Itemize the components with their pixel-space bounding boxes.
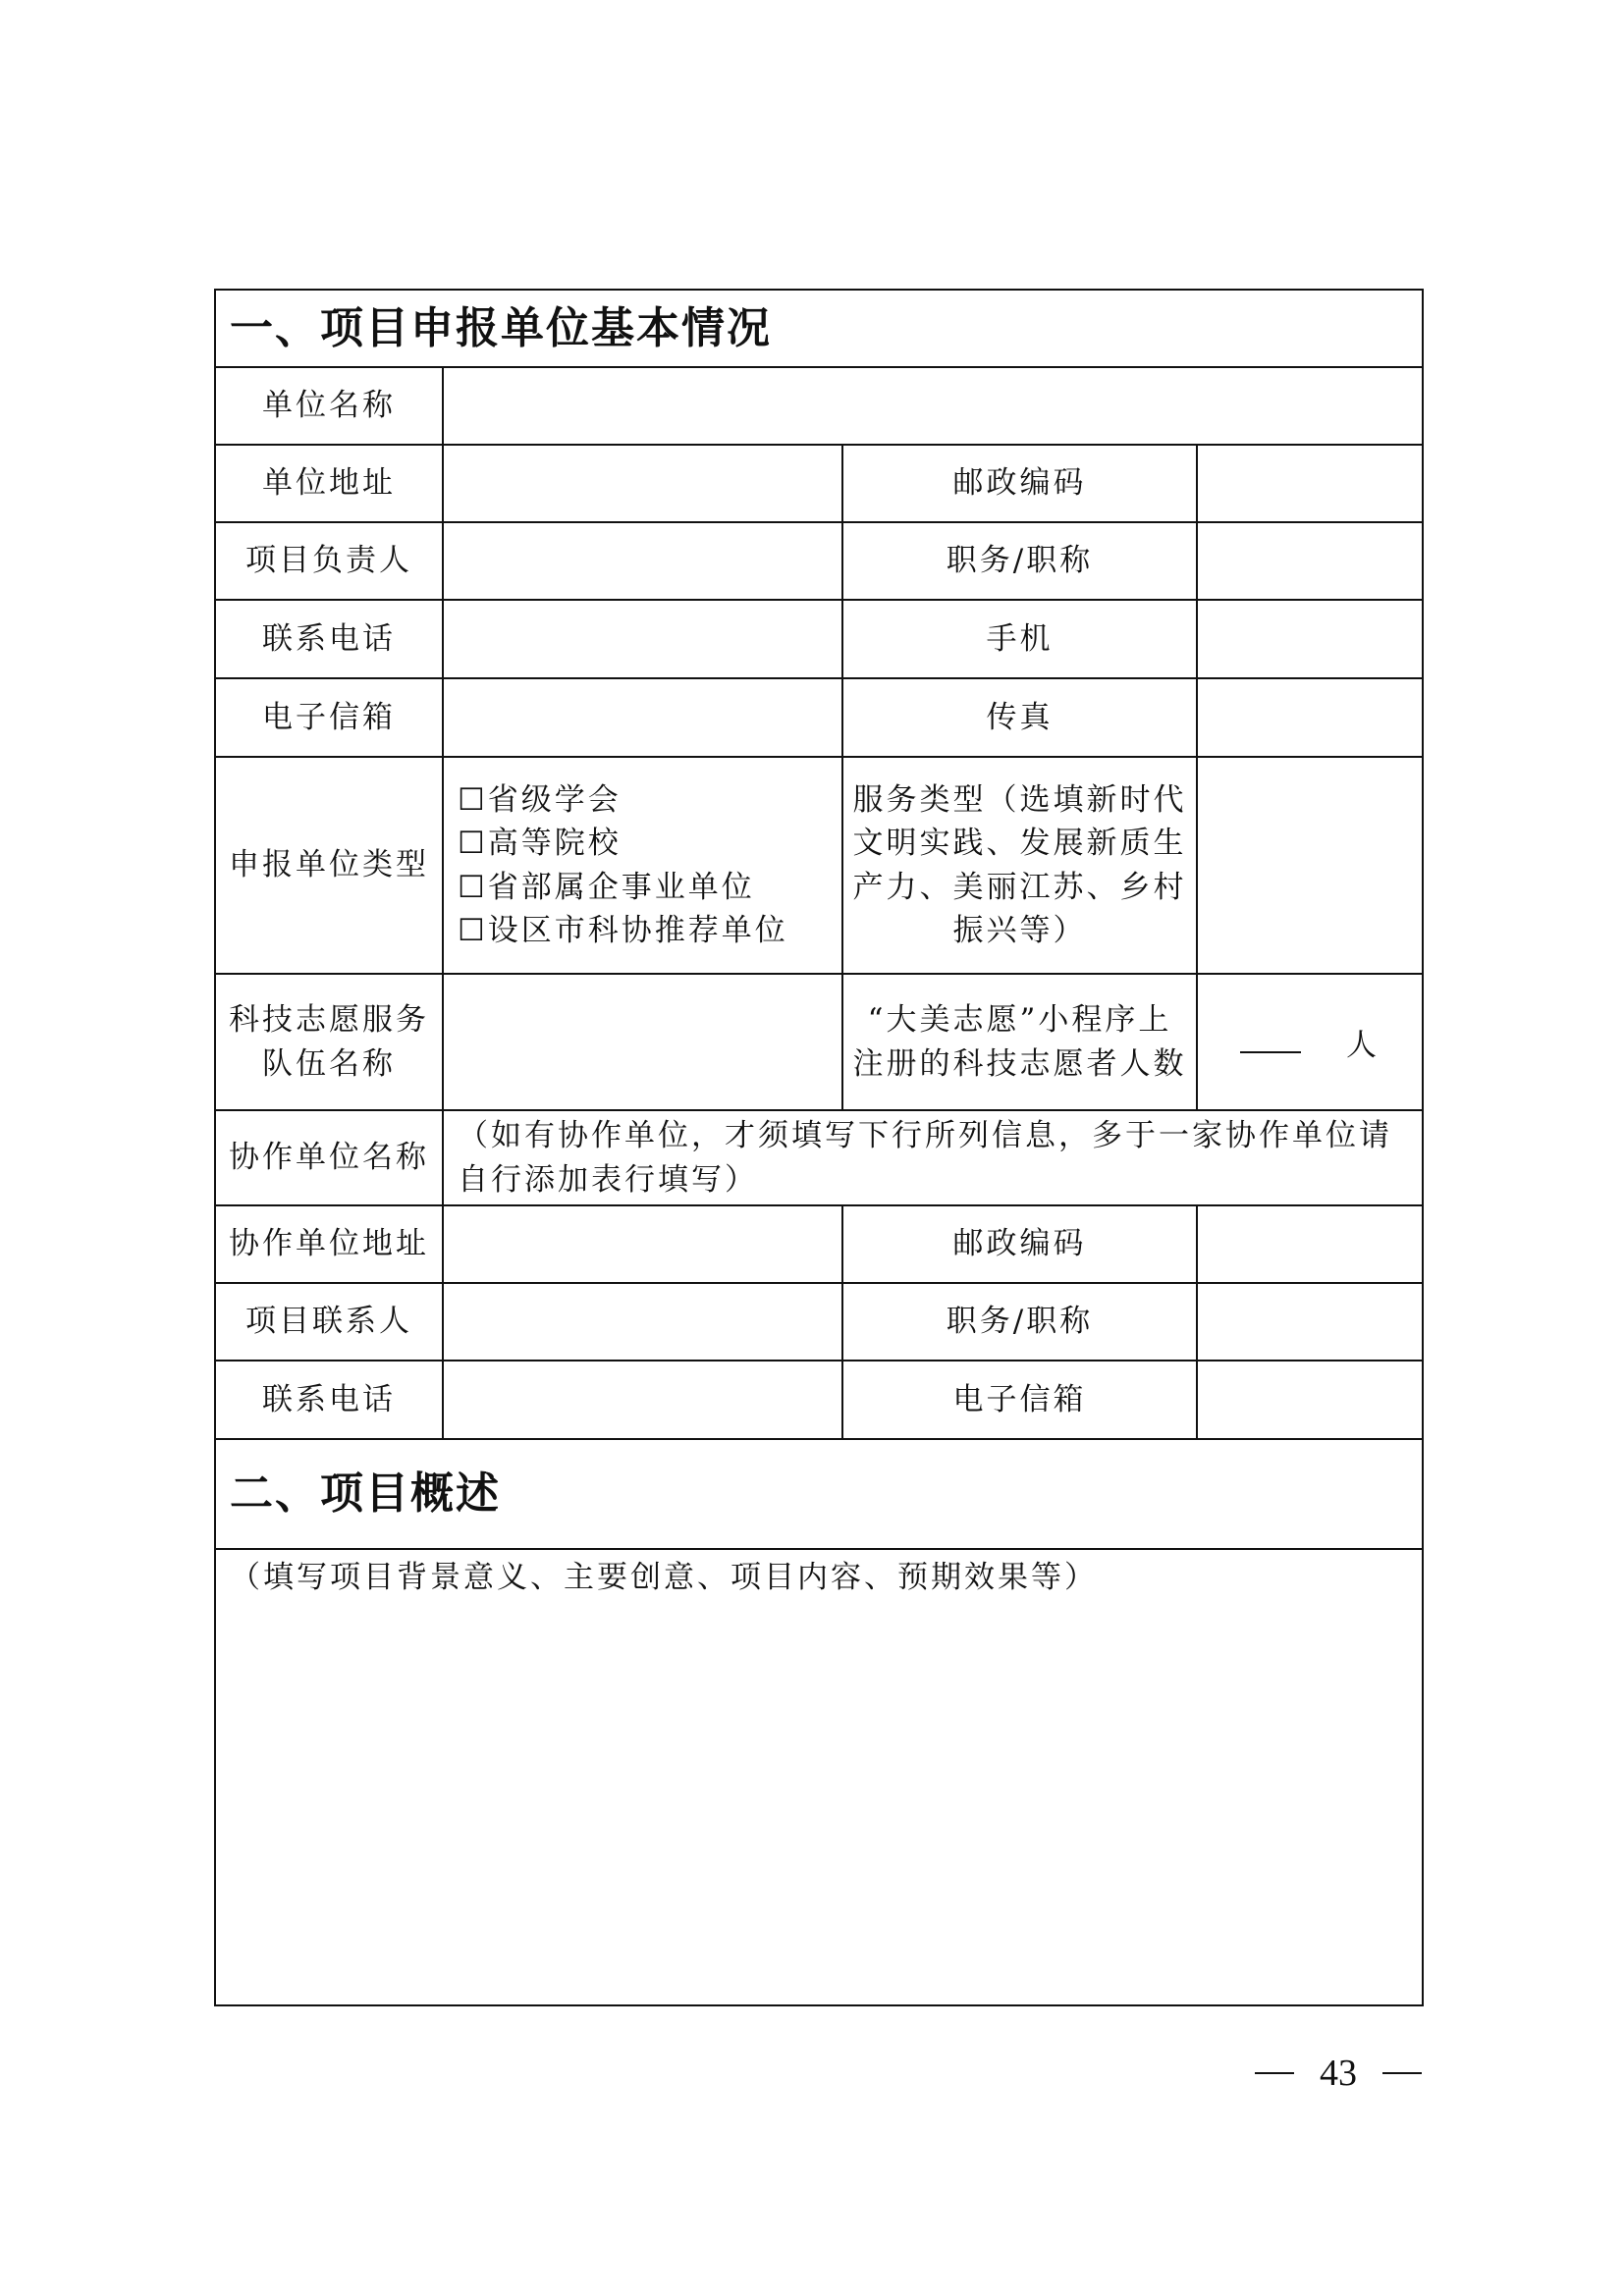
unit-name-row [215, 367, 1423, 445]
partner-phone-field[interactable] [443, 1361, 842, 1439]
project-leader-row [215, 522, 1423, 600]
contact-phone-field[interactable] [443, 600, 842, 678]
project-contact-label: 项目联系人 [215, 1283, 443, 1361]
partner-address-label: 协作单位地址 [215, 1205, 443, 1283]
mobile-field[interactable] [1197, 600, 1423, 678]
project-contact-row [215, 1283, 1423, 1361]
application-form-table [214, 289, 1424, 2006]
volunteers-label-line-2: 注册的科技志愿者人数 [852, 1045, 1187, 1082]
partner-position-title-label: 职务/职称 [842, 1283, 1197, 1361]
page-number-left-dash [1255, 2072, 1294, 2074]
fax-label: 传真 [842, 678, 1197, 757]
team-name-line-2: 队伍名称 [262, 1045, 396, 1082]
option-provincial-enterprise[interactable]: ☐省部属企事业单位 [458, 869, 755, 905]
partner-phone-row [215, 1361, 1423, 1439]
partner-postal-code-field[interactable] [1197, 1205, 1423, 1283]
contact-phone-row [215, 600, 1423, 678]
option-university[interactable]: ☐高等院校 [458, 826, 622, 862]
team-name-row [215, 974, 1423, 1110]
option-city-recommended-unit[interactable]: ☐设区市科协推荐单位 [458, 912, 788, 948]
service-type-label [842, 757, 1197, 974]
unit-name-label: 单位名称 [215, 367, 443, 445]
page-number [1255, 2049, 1422, 2098]
team-name-field[interactable] [443, 974, 842, 1110]
unit-address-label: 单位地址 [215, 445, 443, 522]
applicant-type-options [443, 757, 842, 974]
unit-name-field[interactable] [443, 367, 1423, 445]
volunteers-unit: 人 [1346, 1028, 1380, 1064]
service-type-line-3: 产力、美丽江苏、乡村 [852, 869, 1187, 905]
project-overview-row [215, 1549, 1423, 2005]
partner-postal-code-label: 邮政编码 [842, 1205, 1197, 1283]
section1-title: 一、项目申报单位基本情况 [215, 290, 1423, 367]
contact-phone-label: 联系电话 [215, 600, 443, 678]
project-leader-field[interactable] [443, 522, 842, 600]
applicant-type-label: 申报单位类型 [215, 757, 443, 974]
partner-name-label: 协作单位名称 [215, 1110, 443, 1205]
position-title-label: 职务/职称 [842, 522, 1197, 600]
option-provincial-society[interactable]: ☐省级学会 [458, 782, 622, 819]
postal-code-label: 邮政编码 [842, 445, 1197, 522]
project-overview-field[interactable]: （填写项目背景意义、主要创意、项目内容、预期效果等） [215, 1549, 1423, 2005]
page-number-value: 43 [1320, 2053, 1357, 2094]
partner-address-row [215, 1205, 1423, 1283]
service-type-field[interactable] [1197, 757, 1423, 974]
section2-header-row [215, 1439, 1423, 1549]
position-title-field[interactable] [1197, 522, 1423, 600]
unit-address-row [215, 445, 1423, 522]
partner-name-field[interactable]: （如有协作单位，才须填写下行所列信息，多于一家协作单位请自行添加表行填写） [443, 1110, 1423, 1205]
volunteers-count-blank [1240, 1051, 1301, 1053]
page-number-right-dash [1382, 2072, 1422, 2074]
section1-header-row [215, 290, 1423, 367]
partner-name-row [215, 1110, 1423, 1205]
team-name-line-1: 科技志愿服务 [229, 1002, 429, 1039]
partner-email-label: 电子信箱 [842, 1361, 1197, 1439]
partner-position-title-field[interactable] [1197, 1283, 1423, 1361]
volunteers-count-field[interactable] [1197, 974, 1423, 1110]
service-type-line-4: 振兴等） [952, 912, 1087, 948]
fax-field[interactable] [1197, 678, 1423, 757]
mobile-label: 手机 [842, 600, 1197, 678]
project-contact-field[interactable] [443, 1283, 842, 1361]
applicant-type-row [215, 757, 1423, 974]
partner-address-field[interactable] [443, 1205, 842, 1283]
service-type-line-1: 服务类型（选填新时代 [852, 782, 1187, 819]
postal-code-field[interactable] [1197, 445, 1423, 522]
email-field[interactable] [443, 678, 842, 757]
email-row [215, 678, 1423, 757]
unit-address-field[interactable] [443, 445, 842, 522]
partner-phone-label: 联系电话 [215, 1361, 443, 1439]
volunteers-label-line-1: “大美志愿”小程序上 [867, 1002, 1172, 1039]
email-label: 电子信箱 [215, 678, 443, 757]
partner-email-field[interactable] [1197, 1361, 1423, 1439]
project-leader-label: 项目负责人 [215, 522, 443, 600]
service-type-line-2: 文明实践、发展新质生 [852, 826, 1187, 862]
team-name-label [215, 974, 443, 1110]
volunteers-count-label [842, 974, 1197, 1110]
section2-title: 二、项目概述 [215, 1439, 1423, 1549]
